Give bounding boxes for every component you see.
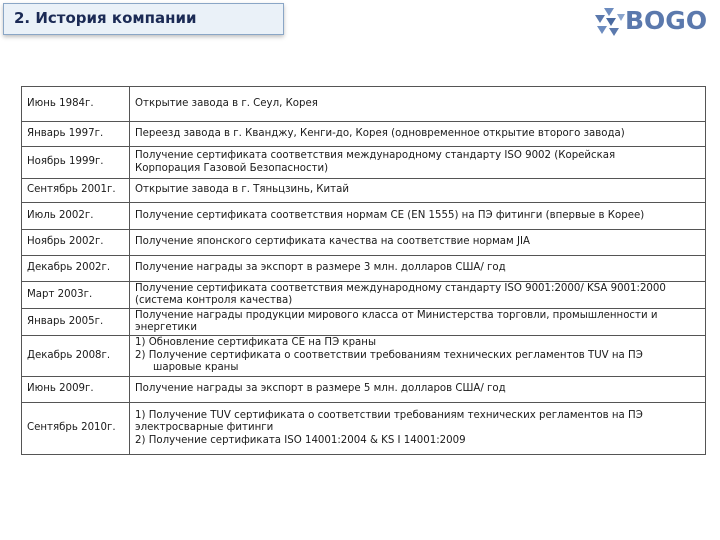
page-title: 2. История компании <box>3 3 284 35</box>
event-line: 1) Обновление сертификата CE на ПЭ краны <box>135 337 377 349</box>
table-row <box>22 87 706 122</box>
date-cell: Январь 2005г. <box>22 309 130 336</box>
history-table <box>21 86 706 455</box>
event-line: Получение сертификата соответствия международному стандарту ISO 9001:2000/ KSA 9001:2000 <box>135 282 666 294</box>
table-row <box>22 179 706 203</box>
table-row <box>22 403 706 455</box>
logo-text: BOGO <box>625 6 708 35</box>
event-line: энергетики <box>135 322 197 333</box>
event-cell <box>130 282 706 309</box>
date-cell: Декабрь 2002г. <box>22 256 130 282</box>
event-cell <box>130 336 706 377</box>
date-cell: Декабрь 2008г. <box>22 336 130 377</box>
table-row <box>22 256 706 282</box>
table-row <box>22 377 706 403</box>
table-row <box>22 147 706 179</box>
event-line: Получение награды продукции мирового класса от Министерства торговли, промышленности и <box>135 309 658 321</box>
date-cell: Март 2003г. <box>22 282 130 309</box>
date-cell: Ноябрь 1999г. <box>22 147 130 179</box>
event-cell: Переезд завода в г. Кванджу, Кенги-до, Корея (одновременное открытие второго завода) <box>130 122 706 147</box>
event-cell: Открытие завода в г. Тяньцзинь, Китай <box>130 179 706 203</box>
event-line: 2) Получение сертификата ISO 14001:2004 & KS I 14001:2009 <box>135 434 466 446</box>
date-cell: Сентябрь 2010г. <box>22 403 130 455</box>
event-cell: Получение сертификата соответствия нормам CE (EN 1555) на ПЭ фитинги (впервые в Корее) <box>130 203 706 230</box>
date-cell: Сентябрь 2001г. <box>22 179 130 203</box>
event-cell <box>130 147 706 179</box>
event-cell: Получение награды за экспорт в размере 3 млн. долларов США/ год <box>130 256 706 282</box>
table-row <box>22 309 706 336</box>
bogo-mark-icon <box>592 6 626 38</box>
event-line: (система контроля качества) <box>135 295 293 306</box>
date-cell: Ноябрь 2002г. <box>22 230 130 256</box>
event-cell <box>130 403 706 455</box>
table-row <box>22 203 706 230</box>
event-cell: Получение японского сертификата качества на соответствие нормам JIA <box>130 230 706 256</box>
event-line: электросварные фитинги <box>135 422 274 434</box>
table-row <box>22 230 706 256</box>
date-cell: Июль 2002г. <box>22 203 130 230</box>
event-cell: Открытие завода в г. Сеул, Корея <box>130 87 706 122</box>
table-row <box>22 336 706 377</box>
event-line: 2) Получение сертификата о соответствии требованиям технических регламентов TUV на ПЭ <box>135 349 643 361</box>
date-cell: Январь 1997г. <box>22 122 130 147</box>
table-row <box>22 122 706 147</box>
event-line: 1) Получение TUV сертификата о соответствии требованиям технических регламентов на ПЭ <box>135 409 643 421</box>
date-cell: Июнь 1984г. <box>22 87 130 122</box>
table-row <box>22 282 706 309</box>
event-line: шаровые краны <box>153 362 239 374</box>
date-cell: Июнь 2009г. <box>22 377 130 403</box>
company-logo <box>592 6 714 38</box>
event-cell: Получение награды за экспорт в размере 5 млн. долларов США/ год <box>130 377 706 403</box>
event-line: Получение сертификата соответствия международному стандарту ISO 9002 (Корейская <box>135 150 616 161</box>
event-line: Корпорация Газовой Безопасности) <box>135 162 329 174</box>
event-cell <box>130 309 706 336</box>
